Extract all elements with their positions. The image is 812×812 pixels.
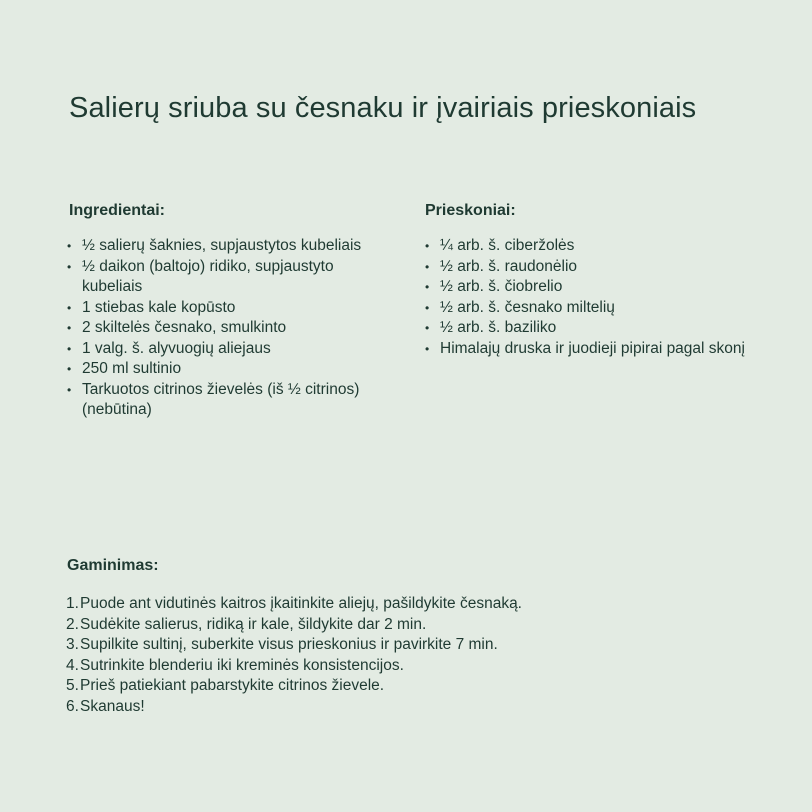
spices-heading: Prieskoniai:: [425, 202, 516, 219]
step-text: Prieš patiekiant pabarstykite citrinos žievele.: [80, 677, 385, 694]
list-item: [66, 656, 522, 677]
list-item: • Himalajų druska ir juodieji pipirai pagal skonį: [425, 339, 755, 360]
step-number: 6.: [66, 697, 79, 715]
list-item: • ½ daikon (baltojo) ridiko, supjaustyto kubeliais: [67, 257, 367, 298]
step-text: Supilkite sultinį, suberkite visus prieskonius ir pavirkite 7 min.: [80, 636, 498, 653]
list-item: [66, 594, 522, 615]
list-item: [66, 615, 522, 636]
step-number: 5.: [66, 677, 79, 694]
list-item: • ½ arb. š. baziliko: [425, 318, 755, 339]
list-item: • ½ arb. š. česnako miltelių: [425, 298, 755, 319]
step-text: Puode ant vidutinės kaitros įkaitinkite aliejų, pašildykite česnaką.: [80, 595, 522, 612]
ingredients-list: [67, 236, 367, 421]
page-title: Salierų sriuba su česnaku ir įvairiais prieskoniais: [69, 92, 697, 124]
list-item: • 2 skiltelės česnako, smulkinto: [67, 318, 367, 339]
spices-list: [425, 236, 755, 359]
list-item: • 1 valg. š. alyvuogių aliejaus: [67, 339, 367, 360]
list-item: • 1 stiebas kale kopūsto: [67, 298, 367, 319]
list-item: • ¼ arb. š. ciberžolės: [425, 236, 755, 257]
list-item: • Tarkuotos citrinos žievelės (iš ½ citrinos) (nebūtina): [67, 380, 367, 421]
ingredients-heading: Ingredientai:: [69, 202, 166, 219]
list-item: • ½ arb. š. raudonėlio: [425, 257, 755, 278]
step-number: 1.: [66, 595, 79, 612]
list-item: [66, 697, 522, 718]
step-text: Skanaus!: [80, 697, 145, 715]
step-text: Sudėkite salierus, ridiką ir kale, šildykite dar 2 min.: [80, 615, 427, 633]
step-number: 4.: [66, 656, 79, 674]
list-item: • 250 ml sultinio: [67, 359, 367, 380]
list-item: [66, 676, 522, 697]
list-item: • ½ arb. š. čiobrelio: [425, 277, 755, 298]
step-number: 3.: [66, 636, 79, 653]
step-number: 2.: [66, 615, 79, 633]
method-heading: Gaminimas:: [67, 557, 159, 574]
method-steps: [66, 594, 522, 717]
step-text: Sutrinkite blenderiu iki kreminės konsistencijos.: [80, 656, 404, 674]
list-item: • ½ salierų šaknies, supjaustytos kubeliais: [67, 236, 367, 257]
list-item: [66, 635, 522, 656]
